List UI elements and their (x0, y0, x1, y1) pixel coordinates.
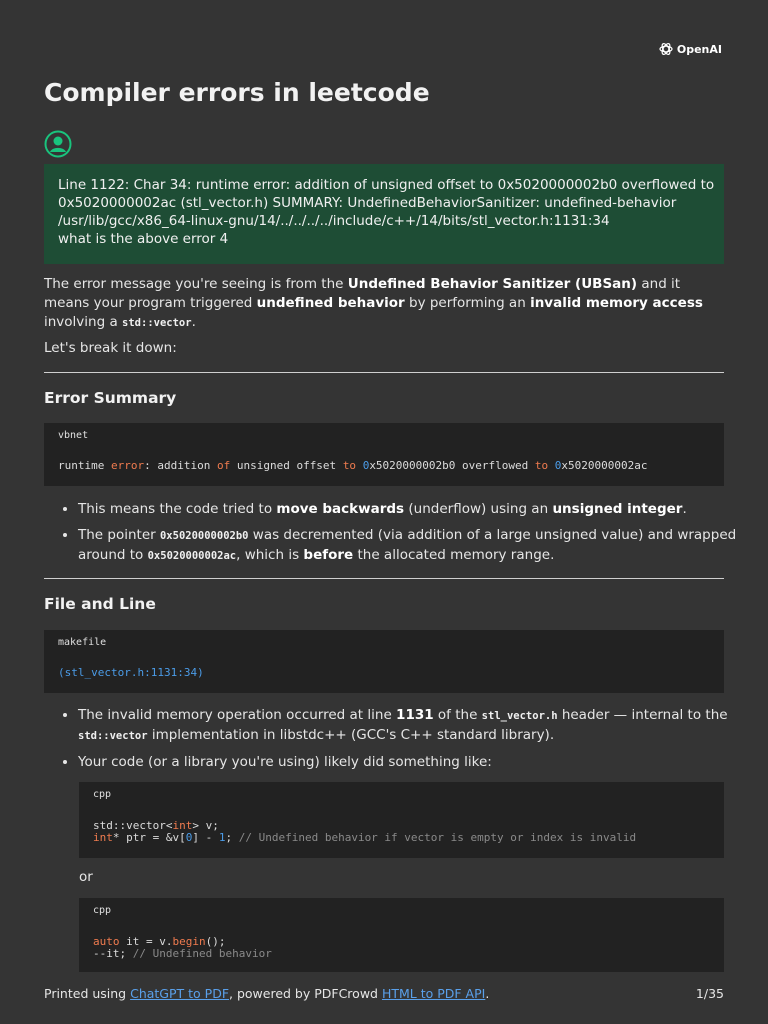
section-heading-file-and-line: File and Line (44, 595, 156, 613)
footer (44, 986, 489, 1001)
page-number: 1/35 (695, 986, 724, 1001)
user-message-line: 0x5020000002ac (stl_vector.h) SUMMARY: UndefinedBehaviorSanitizer: undefined-behavior (58, 195, 677, 211)
code-line: (stl_vector.h:1131:34) (58, 666, 204, 679)
intro-text: and it means your program triggered (44, 276, 681, 311)
logo-text: OpenAI (676, 42, 722, 56)
intro-text: . (191, 314, 196, 330)
code-line: runtime error: addition of unsigned offset to 0x5020000002b0 overflowed to 0x5020000002ac (58, 459, 648, 472)
user-message-line: Line 1122: Char 34: runtime error: addition of unsigned offset to 0x5020000002b0 overflowed to (58, 177, 715, 193)
html-to-pdf-api-link[interactable]: HTML to PDF API (381, 986, 486, 1001)
code-line: auto it = v.begin(); (93, 935, 226, 948)
footer-text: . (485, 986, 490, 1001)
openai-icon (658, 41, 674, 57)
code-block-cpp (79, 782, 724, 858)
intro-bold: undefined behavior (256, 295, 405, 311)
user-message (44, 164, 724, 264)
footer-text: , powered by PDFCrowd (229, 986, 382, 1001)
list-item: • Your code (or a library you're using) likely did something like: (78, 753, 758, 772)
code-language-label: cpp (93, 789, 112, 800)
code-line: --it; // Undefined behavior (93, 947, 272, 960)
intro-text: by performing an (404, 295, 531, 311)
file-line-list (44, 706, 758, 779)
list-item: • This means the code tried to move backwards (underflow) using an unsigned integer. (78, 500, 758, 519)
or-text: or (79, 869, 93, 885)
intro-code: std::vector (122, 317, 192, 329)
code-line: std::vector<int> v; (93, 819, 219, 832)
intro-bold: Undefined Behavior Sanitizer (UBSan) (347, 276, 638, 292)
code-block-cpp (79, 898, 724, 972)
code-block-vbnet (44, 423, 724, 486)
section-heading-error-summary: Error Summary (44, 389, 177, 407)
list-item: • The pointer 0x5020000002b0 was decremented (via addition of a large unsigned value) and wrapped around to 0x5020000002ac, which is before the allocated memory range. (78, 526, 758, 566)
code-line: int* ptr = &v[0] - 1; // Undefined behavior if vector is empty or index is invalid (93, 831, 637, 844)
code-language-label: cpp (93, 905, 112, 916)
footer-text: Printed using (44, 986, 131, 1001)
intro-bold: invalid memory access (530, 295, 703, 311)
divider (44, 578, 724, 579)
user-message-line: /usr/lib/gcc/x86_64-linux-gnu/14/../../../../include/c++/14/bits/stl_vector.h:1131:34 (58, 213, 610, 229)
code-language-label: makefile (58, 637, 107, 648)
intro-text: involving a (44, 314, 123, 330)
user-avatar-icon (44, 130, 72, 158)
code-language-label: vbnet (58, 430, 89, 441)
error-summary-list (44, 500, 758, 573)
list-item: • The invalid memory operation occurred at line 1131 of the stl_vector.h header — internal to the std::vector implementation in libstdc++ (GCC's C++ standard library). (78, 706, 758, 746)
break-down-text: Let's break it down: (44, 340, 177, 356)
divider (44, 372, 724, 373)
intro-text: The error message you're seeing is from the (44, 276, 348, 292)
code-block-makefile (44, 630, 724, 693)
user-message-line: what is the above error 4 (58, 231, 229, 247)
page-title: Compiler errors in leetcode (44, 78, 430, 107)
openai-logo (658, 41, 722, 57)
intro-paragraph (44, 275, 724, 333)
chatgpt-to-pdf-link[interactable]: ChatGPT to PDF (130, 986, 230, 1001)
